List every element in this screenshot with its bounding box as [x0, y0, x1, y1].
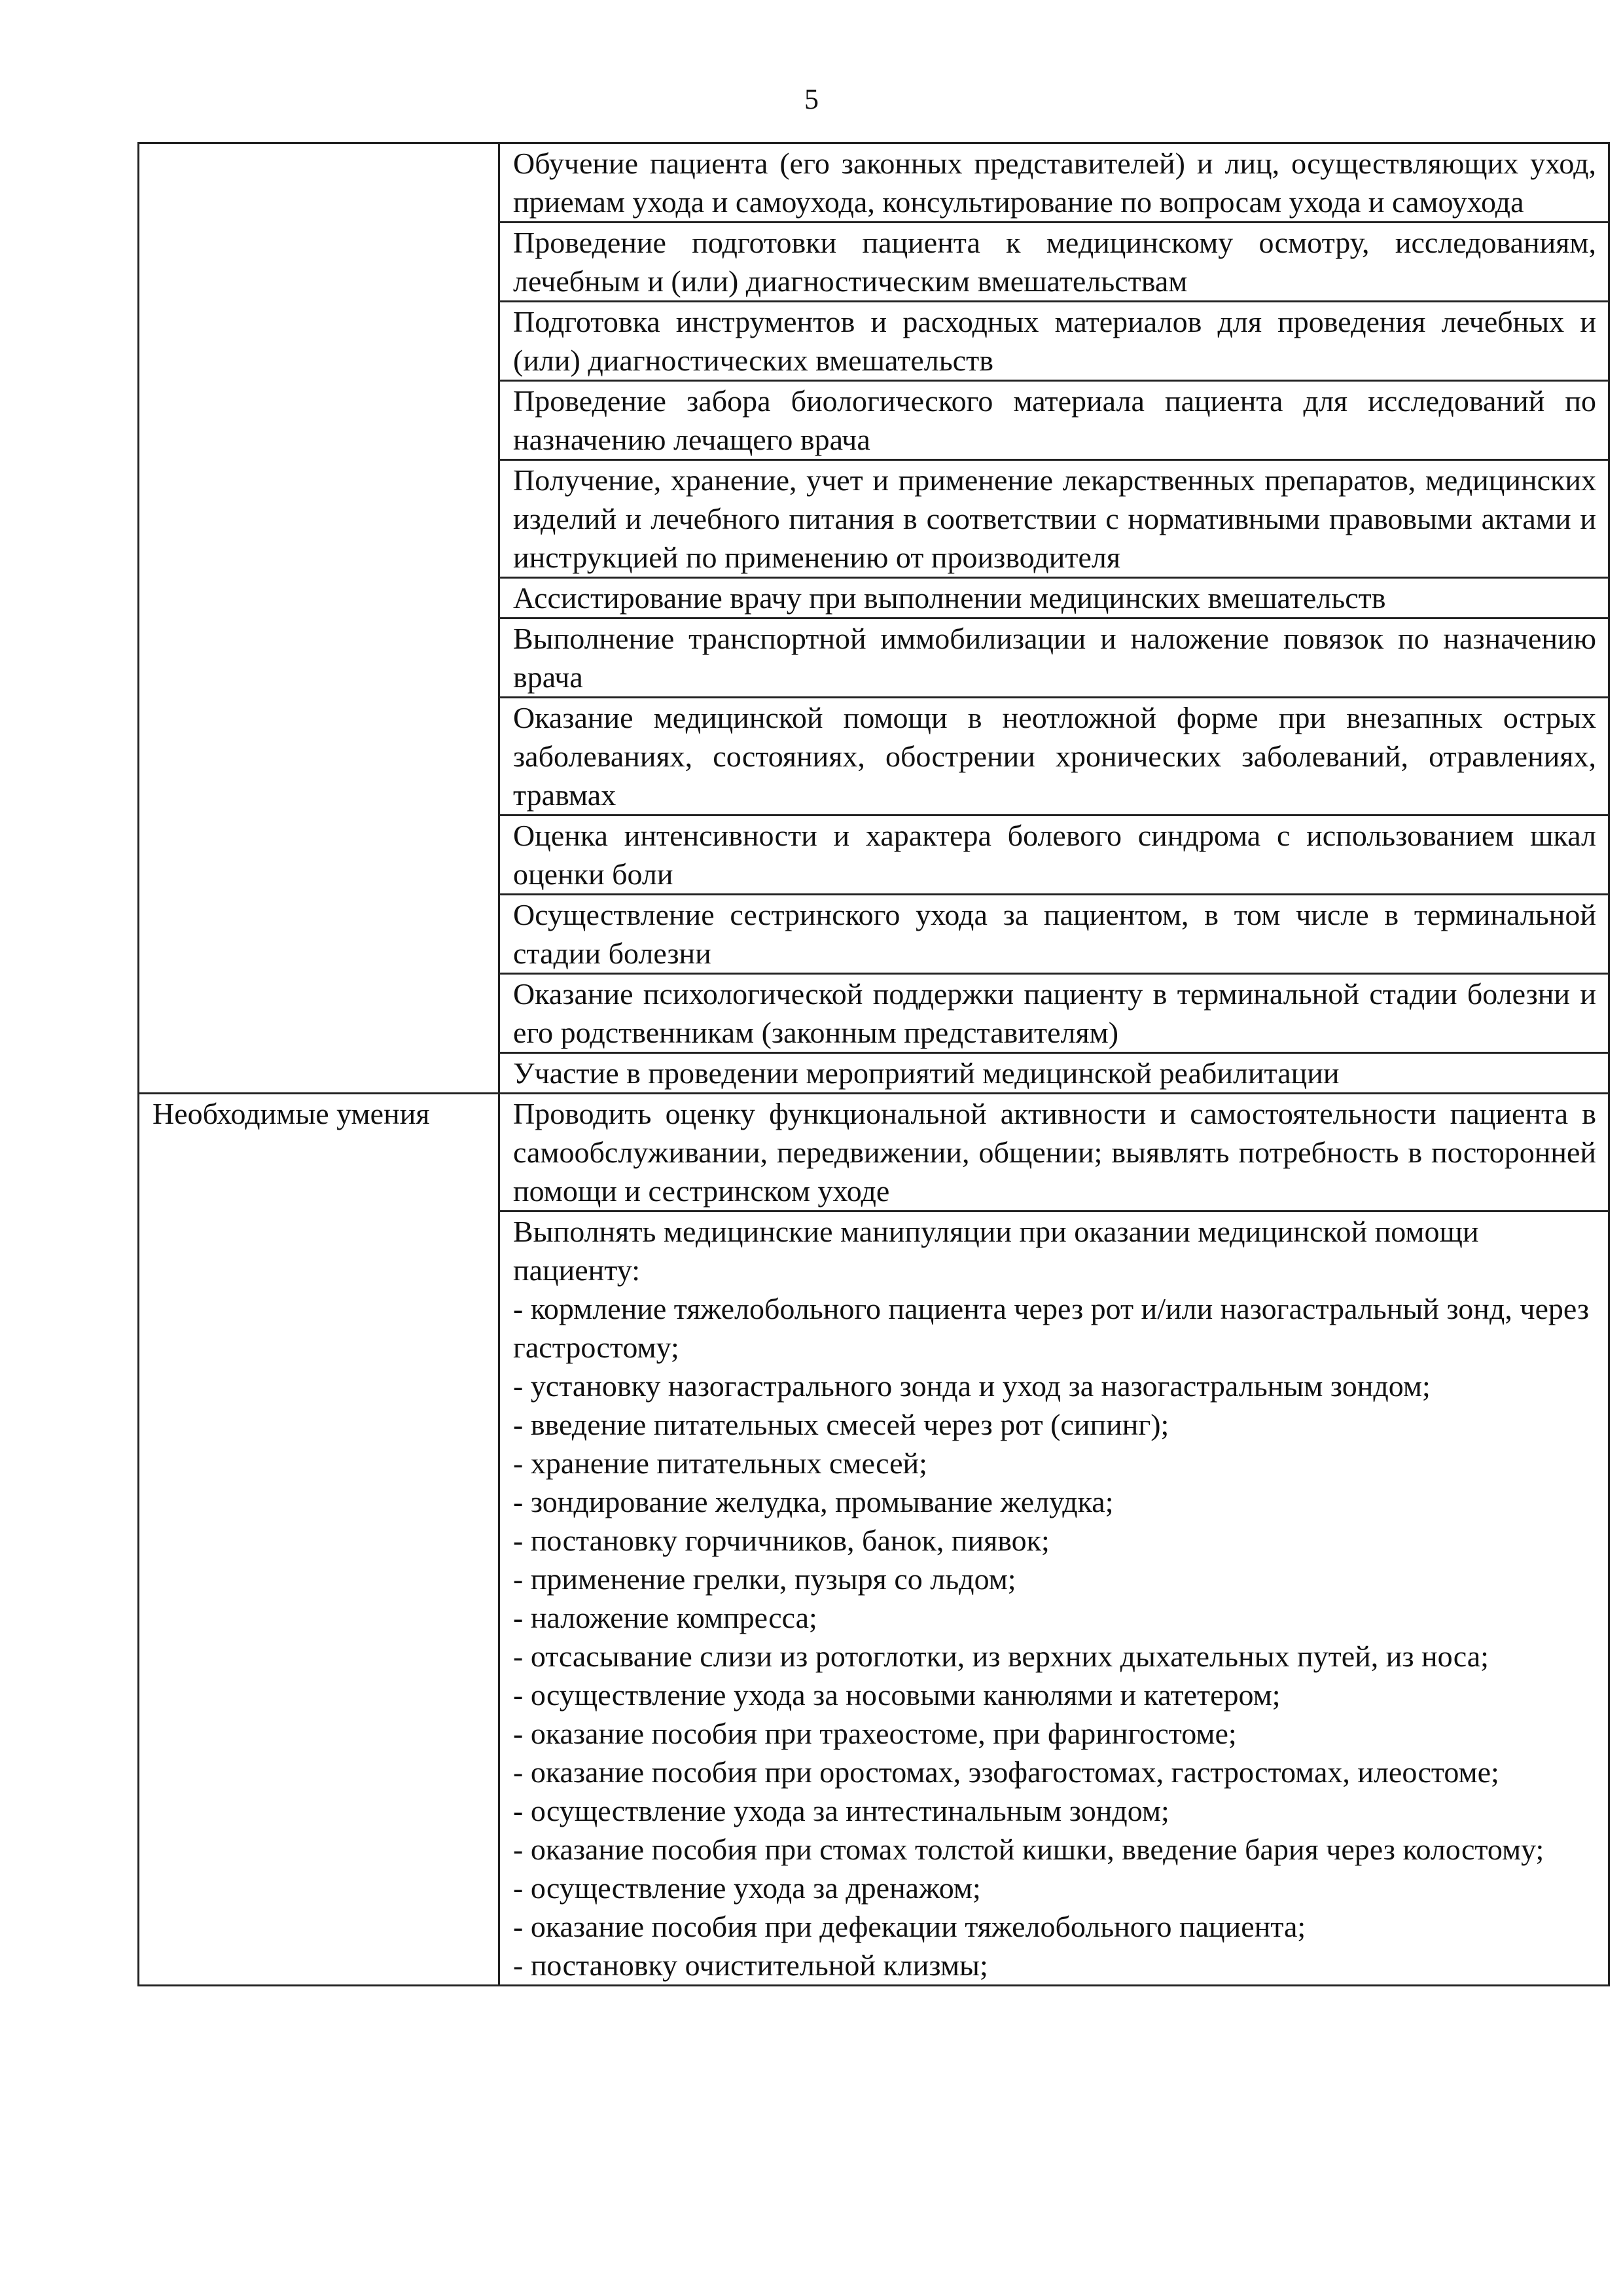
competency-table [137, 142, 1610, 1986]
list-item: - кормление тяжелобольного пациента через рот и/или назогастральный зонд, через гастростому; [513, 1292, 1590, 1364]
list-item: - постановку очистительной клизмы; [513, 1948, 988, 1982]
list-item: - наложение компресса; [513, 1601, 817, 1634]
table-cell: Проведение подготовки пациента к медицинскому осмотру, исследованиям, лечебным и (или) диагностическим вмешательствам [499, 223, 1609, 302]
table-cell: Подготовка инструментов и расходных материалов для проведения лечебных и (или) диагностических вмешательств [499, 302, 1609, 381]
manipulations-intro: Выполнять медицинские манипуляции при оказании медицинской помощи пациенту: [513, 1215, 1479, 1287]
table-cell: Обучение пациента (его законных представителей) и лиц, осуществляющих уход, приемам ухода и самоухода, консультирование по вопросам ухода и самоухода [499, 143, 1609, 223]
list-item: - осуществление ухода за дренажом; [513, 1871, 981, 1905]
list-item: - введение питательных смесей через рот (сипинг); [513, 1408, 1169, 1441]
list-item: - зондирование желудка, промывание желудка; [513, 1485, 1114, 1518]
list-item: - оказание пособия при дефекации тяжелобольного пациента; [513, 1910, 1306, 1943]
list-item: - осуществление ухода за носовыми канюлями и катетером; [513, 1678, 1281, 1712]
table-row [139, 143, 1609, 223]
table-cell: Выполнение транспортной иммобилизации и наложение повязок по назначению врача [499, 619, 1609, 698]
list-item: - оказание пособия при оростомах, эзофагостомах, гастростомах, илеостоме; [513, 1755, 1499, 1789]
table-cell: Осуществление сестринского ухода за пациентом, в том числе в терминальной стадии болезни [499, 895, 1609, 974]
list-item: - осуществление ухода за интестинальным зондом; [513, 1794, 1169, 1827]
list-item: - хранение питательных смесей; [513, 1446, 927, 1480]
table-cell: Участие в проведении мероприятий медицинской реабилитации [499, 1053, 1609, 1094]
table-cell: Оценка интенсивности и характера болевого синдрома с использованием шкал оценки боли [499, 816, 1609, 895]
table-cell: Оказание психологической поддержки пациенту в терминальной стадии болезни и его родственникам (законным представителям) [499, 974, 1609, 1053]
table-cell: Оказание медицинской помощи в неотложной форме при внезапных острых заболеваниях, состояниях, обострении хронических заболеваний, отравлениях, травмах [499, 698, 1609, 816]
page-number: 5 [804, 83, 819, 115]
table-cell: Проведение забора биологического материала пациента для исследований по назначению лечащего врача [499, 381, 1609, 460]
list-item: - постановку горчичников, банок, пиявок; [513, 1524, 1050, 1557]
table-cell: Ассистирование врачу при выполнении медицинских вмешательств [499, 578, 1609, 619]
list-item: - оказание пособия при стомах толстой кишки, введение бария через колостому; [513, 1833, 1544, 1866]
list-item: - установку назогастрального зонда и уход за назогастральным зондом; [513, 1369, 1431, 1403]
list-item: - применение грелки, пузыря со льдом; [513, 1562, 1016, 1596]
section-label-empty [139, 143, 499, 1094]
table-row [139, 1094, 1609, 1211]
table-cell: Получение, хранение, учет и применение лекарственных препаратов, медицинских изделий и лечебного питания в соответствии с нормативными правовыми актами и инструкцией по применению от производителя [499, 460, 1609, 578]
table-cell: Проводить оценку функциональной активности и самостоятельности пациента в самообслуживании, передвижении, общении; выявлять потребность в посторонней помощи и сестринском уходе [499, 1094, 1609, 1211]
list-item: - оказание пособия при трахеостоме, при фарингостоме; [513, 1717, 1237, 1750]
manipulations-cell [499, 1211, 1609, 1986]
list-item: - отсасывание слизи из ротоглотки, из верхних дыхательных путей, из носа; [513, 1640, 1489, 1673]
section-label-skills: Необходимые умения [139, 1094, 499, 1986]
